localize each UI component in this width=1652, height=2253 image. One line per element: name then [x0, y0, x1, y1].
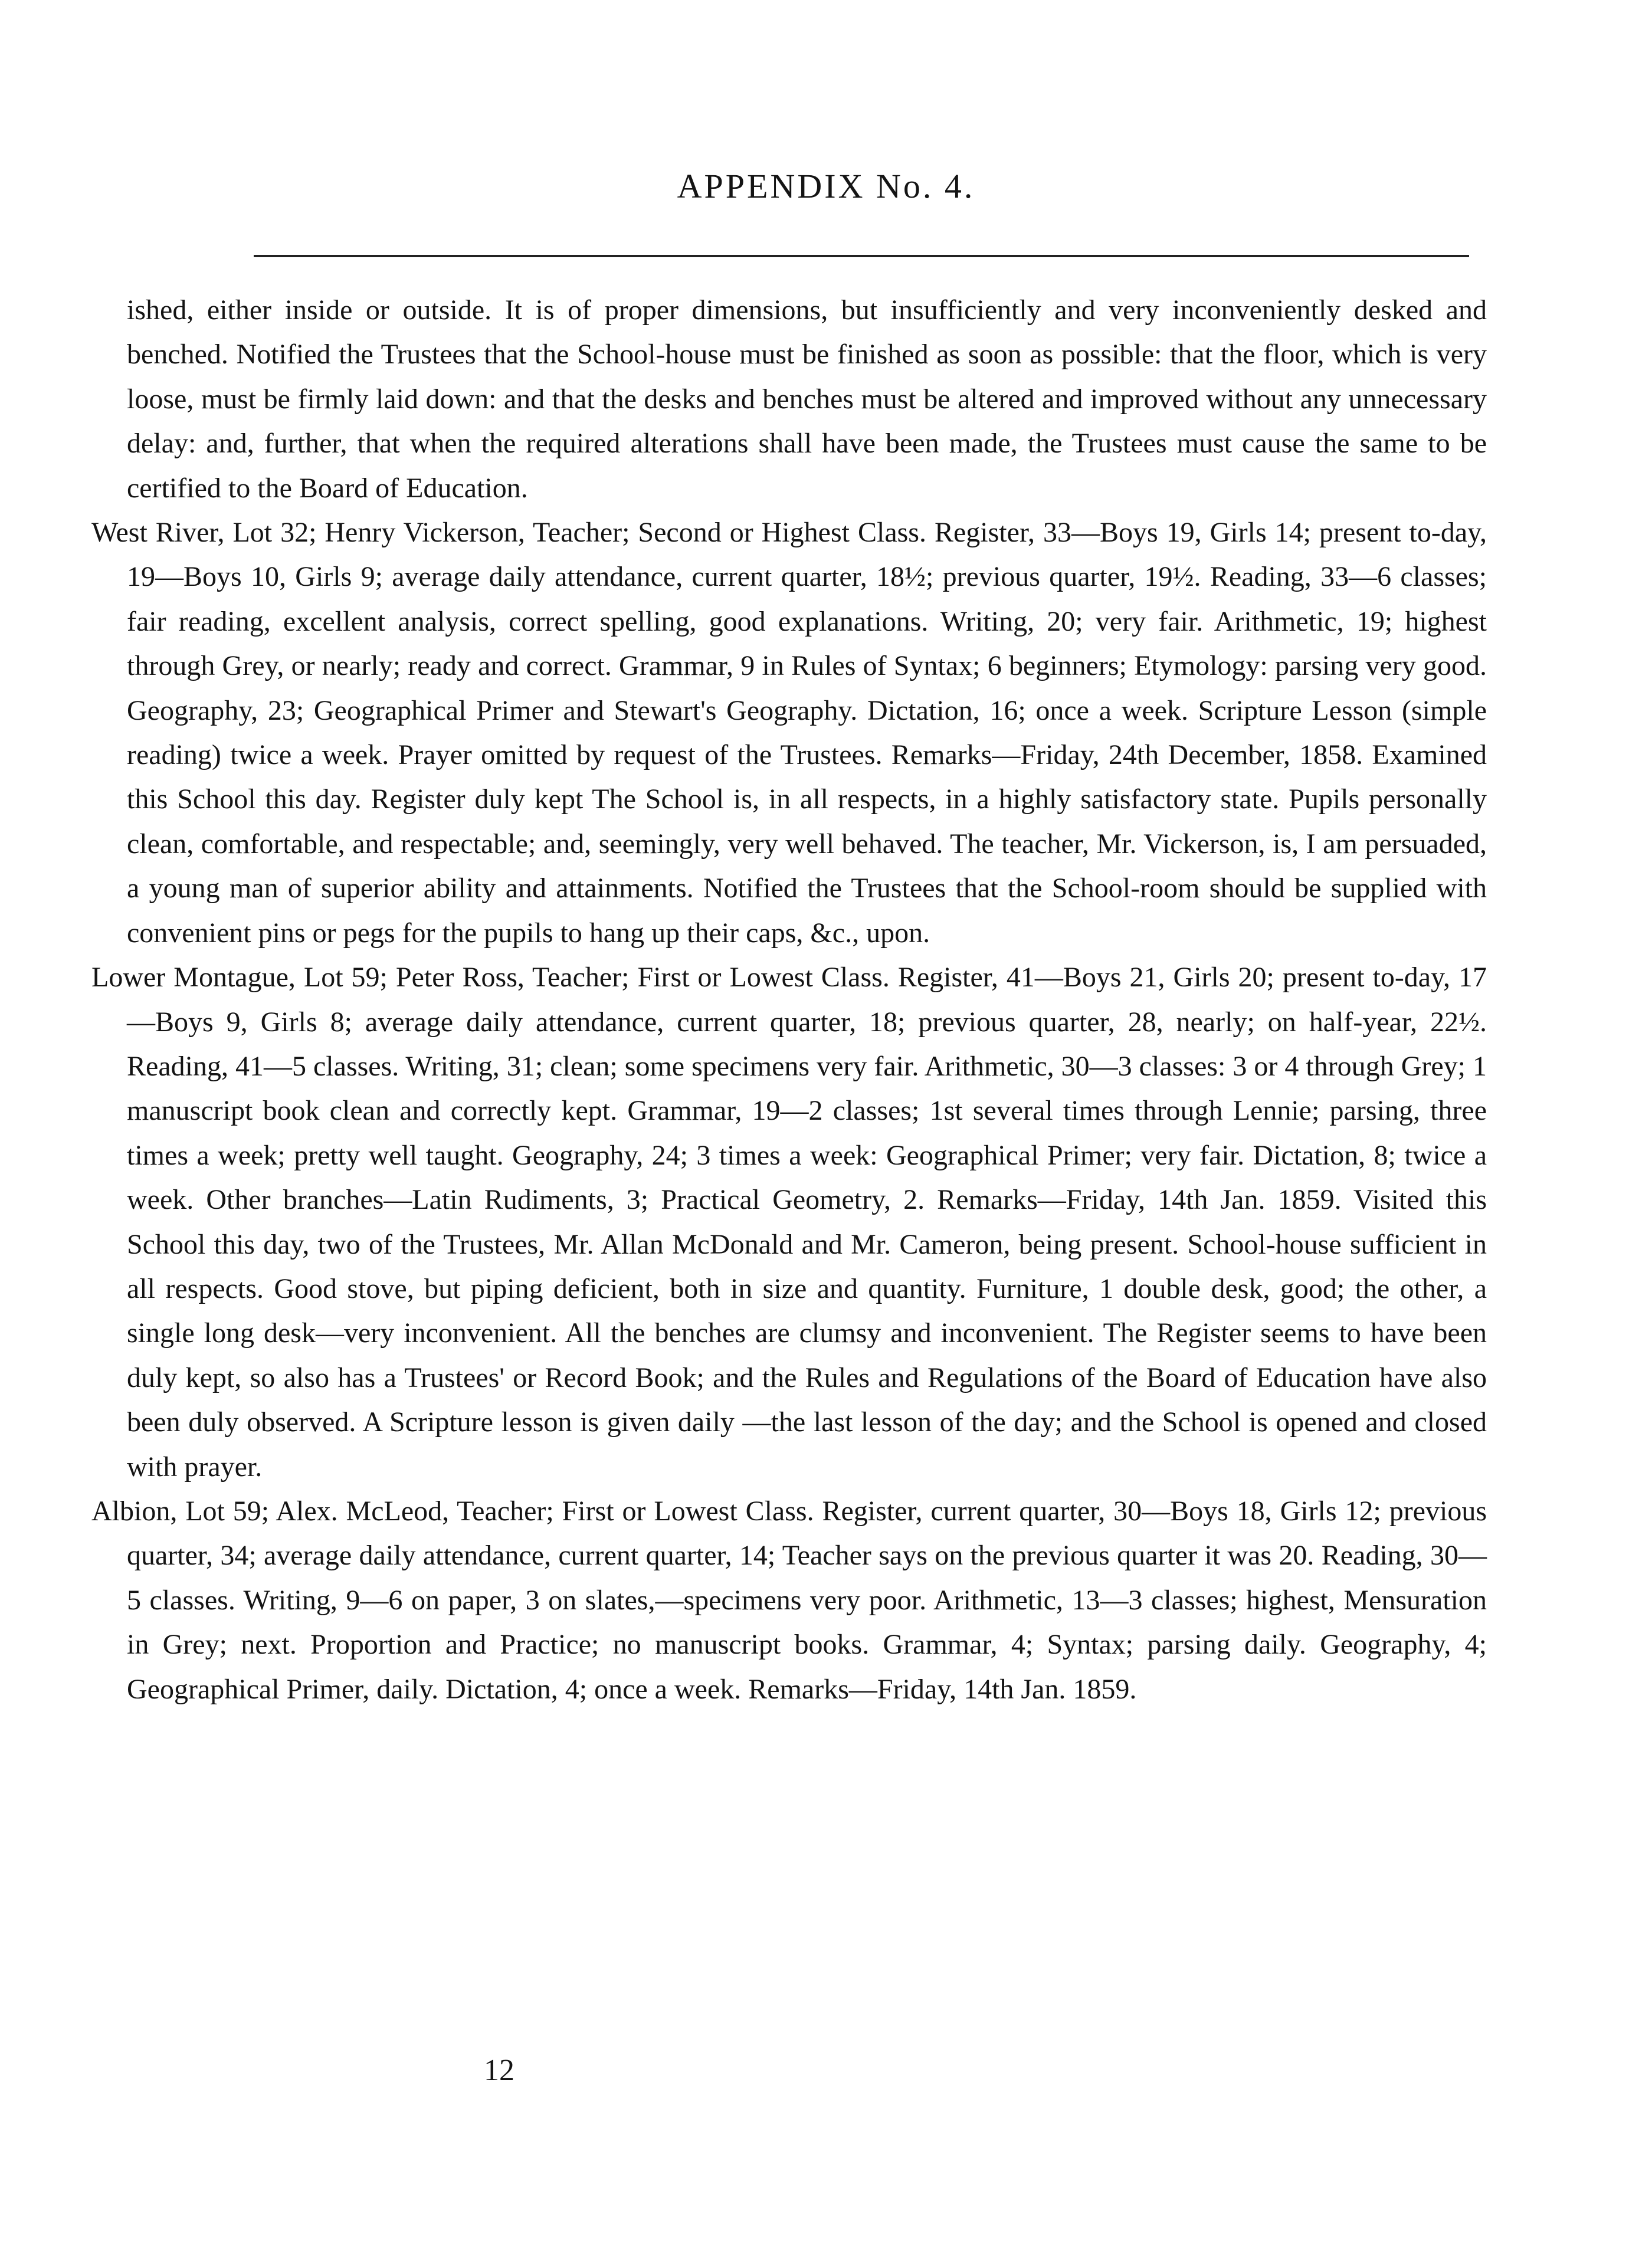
school-entry-lower-montague: Lower Montague, Lot 59; Peter Ross, Teacher; First or Lowest Class. Register, 41—Boys 21, Girls 20; present to-day, 17—Boys 9, Girls 8; average daily attendance, current quarter, 18; previous quarter, 28, nearly; on half-year, 22½. Reading, 41—5 classes. Writing, 31; clean; some specimens very fair. Arithmetic, 30—3 classes: 3 or 4 through Grey; 1 manuscript book clean and correctly kept. Grammar, 19—2 classes; 1st several times through Lennie; parsing, three times a week; pretty well taught. Geography, 24; 3 times a week: Geographical Primer; very fair. Dictation, 8; twice a week. Other branches—Latin Rudiments, 3; Practical Geometry, 2. Remarks—Friday, 14th Jan. 1859. Visited this School this day, two of the Trustees, Mr. Allan McDonald and Mr. Cameron, being present. School-house sufficient in all respects. Good stove, but piping deficient, both in size and quantity. Furniture, 1 double desk, good; the other, a single long desk—very inconvenient. All the benches are clumsy and inconvenient. The Register seems to have been duly kept, so also has a Trustees' or Record Book; and the Rules and Regulations of the Board of Education have also been duly observed. A Scripture lesson is given daily —the last lesson of the day; and the School is opened and closed with prayer.	[91, 962, 1487, 1483]
school-entry-west-river: West River, Lot 32; Henry Vickerson, Teacher; Second or Highest Class. Register, 33—Boys 19, Girls 14; present to-day, 19—Boys 10, Girls 9; average daily attendance, current quarter, 18½; previous quarter, 19½. Reading, 33—6 classes; fair reading, excellent analysis, correct spelling, good explanations. Writing, 20; very fair. Arithmetic, 19; highest through Grey, or nearly; ready and correct. Grammar, 9 in Rules of Syntax; 6 beginners; Etymology: parsing very good. Geography, 23; Geographical Primer and Stewart's Geography. Dictation, 16; once a week. Scripture Lesson (simple reading) twice a week. Prayer omitted by request of the Trustees. Remarks—Friday, 24th December, 1858. Examined this School this day. Register duly kept The School is, in all respects, in a highly satisfactory state. Pupils personally clean, comfortable, and respectable; and, seemingly, very well behaved. The teacher, Mr. Vickerson, is, I am persuaded, a young man of superior ability and attainments. Notified the Trustees that the School-room should be supplied with convenient pins or pegs for the pupils to hang up their caps, &c., upon.	[91, 517, 1487, 949]
page-number: 12	[484, 2054, 514, 2087]
school-entry-albion: Albion, Lot 59; Alex. McLeod, Teacher; First or Lowest Class. Register, current quarter, 30—Boys 18, Girls 12; previous quarter, 34; average daily attendance, current quarter, 14; Teacher says on the previous quarter it was 20. Reading, 30—5 classes. Writing, 9—6 on paper, 3 on slates,—specimens very poor. Arithmetic, 13—3 classes; highest, Mensuration in Grey; next. Proportion and Practice; no manuscript books. Grammar, 4; Syntax; parsing daily. Geography, 4; Geographical Primer, daily. Dictation, 4; once a week. Remarks—Friday, 14th Jan. 1859.	[91, 1495, 1487, 1705]
continuation-paragraph: ished, either inside or outside. It is of proper dimensions, but insufficiently and very inconveniently desked and benched. Notified the Trustees that the School-house must be finished as soon as possible: that the floor, which is very loose, must be firmly laid down: and that the desks and benches must be altered and improved without any unnecessary delay: and, further, that when the required alterations shall have been made, the Trustees must cause the same to be certified to the Board of Education.	[127, 294, 1487, 504]
heading-rule	[254, 255, 1469, 257]
document-body	[91, 288, 1487, 1711]
page-heading: APPENDIX No. 4.	[677, 167, 975, 205]
